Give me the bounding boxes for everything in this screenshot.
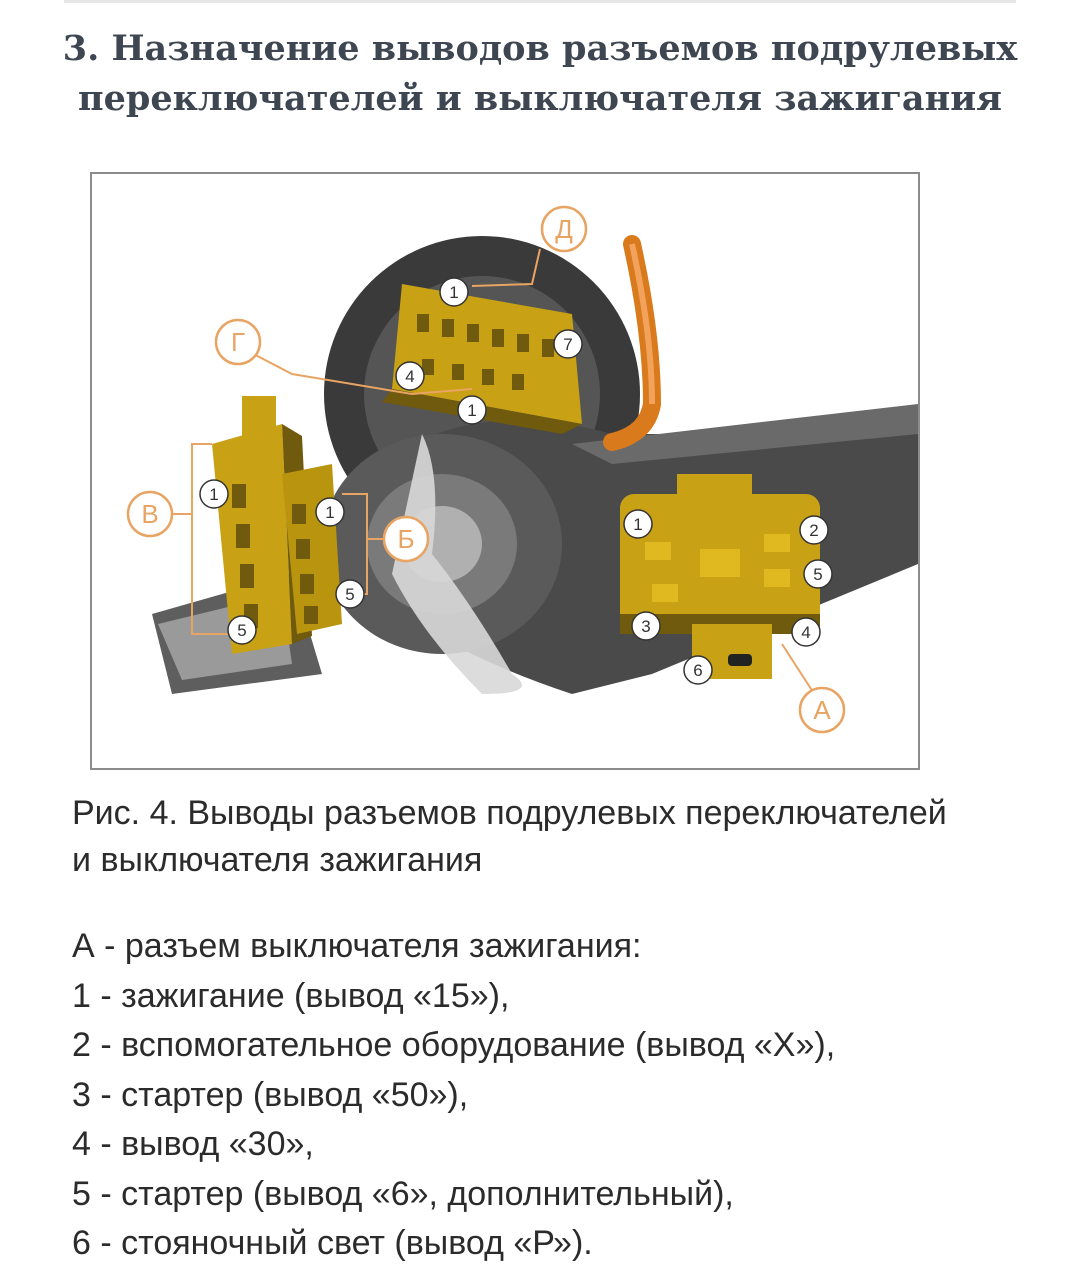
svg-text:5: 5 bbox=[345, 585, 355, 604]
label-a: А bbox=[813, 695, 831, 725]
diagram-illustration bbox=[92, 174, 918, 768]
title-line-1: 3. Назначение выводов разъемов подрулевых bbox=[62, 28, 1018, 69]
svg-text:1: 1 bbox=[449, 283, 459, 302]
pin-badge bbox=[228, 616, 256, 644]
label-v: В bbox=[141, 499, 159, 529]
svg-text:2: 2 bbox=[809, 521, 819, 540]
legend-item: 5 - стартер (вывод «6», дополнительный), bbox=[72, 1174, 734, 1213]
pin-legend bbox=[72, 922, 1052, 1269]
label-b: Б bbox=[397, 524, 415, 554]
pin-badge bbox=[554, 330, 582, 358]
svg-text:6: 6 bbox=[693, 661, 703, 680]
svg-text:3: 3 bbox=[641, 617, 651, 636]
svg-text:1: 1 bbox=[633, 515, 643, 534]
article-title bbox=[40, 24, 1040, 124]
callout-d bbox=[542, 207, 586, 251]
legend-heading: А - разъем выключателя зажигания: bbox=[72, 927, 642, 965]
legend-item: 2 - вспомогательное оборудование (вывод «Х»), bbox=[72, 1026, 836, 1064]
connector-diagram bbox=[90, 172, 920, 770]
pin-badge bbox=[804, 560, 832, 588]
svg-text:1: 1 bbox=[209, 485, 219, 504]
svg-text:4: 4 bbox=[801, 623, 811, 642]
pin-badge bbox=[336, 580, 364, 608]
callout-a bbox=[800, 688, 844, 732]
pin-badge bbox=[200, 480, 228, 508]
top-divider bbox=[64, 0, 1016, 3]
legend-item: 6 - стояночный свет (вывод «Р»). bbox=[72, 1224, 593, 1262]
callout-g bbox=[216, 320, 260, 364]
pin-badge bbox=[316, 498, 344, 526]
legend-item: 4 - вывод «30», bbox=[72, 1125, 314, 1163]
pin-badge bbox=[632, 612, 660, 640]
caption-line-1: Рис. 4. Выводы разъемов подрулевых переключателей bbox=[72, 794, 947, 832]
title-line-2: переключателей и выключателя зажигания bbox=[77, 78, 1003, 119]
svg-text:5: 5 bbox=[237, 621, 247, 640]
pin-badge bbox=[624, 510, 652, 538]
legend-item: 1 - зажигание (вывод «15»), bbox=[72, 976, 510, 1015]
caption-line-2: и выключателя зажигания bbox=[72, 841, 483, 879]
svg-text:7: 7 bbox=[563, 335, 573, 354]
svg-text:1: 1 bbox=[467, 401, 477, 420]
svg-text:1: 1 bbox=[325, 503, 335, 522]
label-d: Д bbox=[555, 214, 573, 244]
pin-badge bbox=[684, 656, 712, 684]
callout-v bbox=[128, 492, 172, 536]
pin-badge bbox=[458, 396, 486, 424]
figure-caption bbox=[72, 790, 1032, 884]
pin-badge bbox=[396, 362, 424, 390]
legend-item: 3 - стартер (вывод «50»), bbox=[72, 1075, 469, 1114]
svg-text:5: 5 bbox=[813, 565, 823, 584]
label-g: Г bbox=[230, 327, 246, 357]
callout-b bbox=[384, 517, 428, 561]
svg-text:4: 4 bbox=[405, 367, 415, 386]
pin-badge bbox=[792, 618, 820, 646]
pin-badge bbox=[800, 516, 828, 544]
pin-badge bbox=[440, 278, 468, 306]
